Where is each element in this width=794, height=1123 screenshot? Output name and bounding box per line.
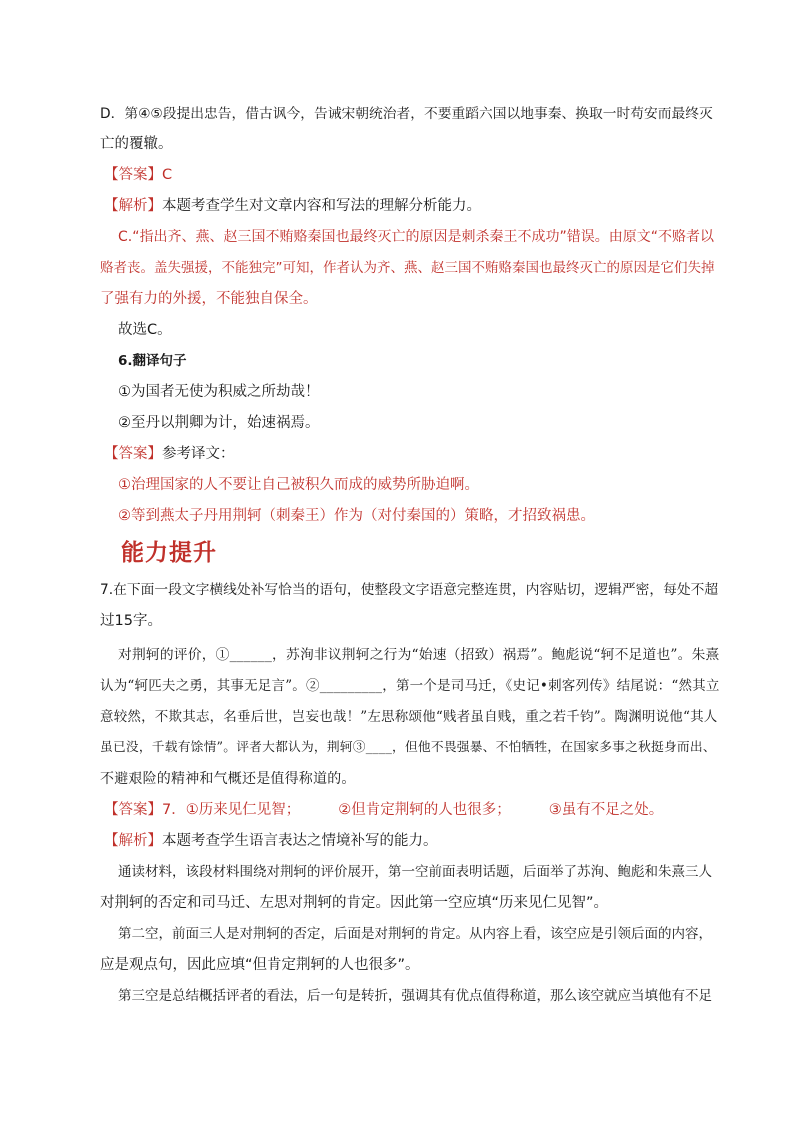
- answer-text: 参考译文：: [162, 446, 235, 462]
- answer-line-7: [104, 800, 663, 820]
- para1-line1: 通读材料，该段材料围绕对荆轲的评价展开，第一空前面表明话题，后面举了苏洵、鲍彪和朱熹三人: [118, 864, 712, 880]
- translation1: ①治理国家的人不要让自己被积久而成的威势所胁迫啊。: [118, 477, 479, 493]
- answer-1: ①历来见仁见智；: [185, 802, 301, 818]
- section6-title: 6.翻译句子: [118, 353, 187, 369]
- answer-prefix: 7．: [162, 802, 186, 818]
- answer-3: ③虽有不足之处。: [548, 802, 664, 818]
- sentence2: ②至丹以荆卿为计，始速祸焉。: [118, 415, 320, 431]
- section-heading: 能力提升: [121, 539, 217, 566]
- answer-tag: 【答案】: [104, 446, 162, 462]
- answer-line-6: [104, 444, 235, 464]
- answer-tag: 【答案】: [104, 167, 162, 183]
- passage-line1: 对荆轲的评价，①______，苏洵非议荆轲之行为“始速（招致）祸焉”。鲍彪说“轲不足道也”。朱熹: [118, 647, 720, 663]
- para2-line1: 第二空，前面三人是对荆轲的否定，后面是对荆轲的肯定。从内容上看，该空应是引领后面的内容，: [118, 926, 712, 942]
- passage-line4: 虽已没，千载有馀情”。评者大都认为，荆轲③____，但他不畏强暴、不怕牺牲，在国家多事之秋挺身而出、: [100, 740, 716, 755]
- analysis-text: 本题考查学生语言表达之情境补写的能力。: [162, 833, 438, 849]
- passage-line5: 不避艰险的精神和气概还是值得称道的。: [100, 771, 356, 787]
- question7-line1: 7.在下面一段文字横线处补写恰当的语句，使整段文字语意完整连贯，内容贴切，逻辑严密，每处不超: [100, 582, 719, 598]
- analysis-tag: 【解析】: [104, 833, 162, 849]
- answer-tag: 【答案】: [104, 802, 162, 818]
- option-d-line1: D．第④⑤段提出忠告，借古讽今，告诫宋朝统治者，不要重蹈六国以地事秦、换取一时苟安而最终灭: [100, 106, 713, 122]
- analysis-text: 本题考查学生对文章内容和写法的理解分析能力。: [162, 198, 481, 214]
- answer-value: C: [162, 167, 173, 183]
- question7-line2: 过15字。: [100, 613, 162, 629]
- sentence1: ①为国者无使为积威之所劫哉！: [118, 384, 320, 400]
- explain-line2: 赂者丧。盖失强援，不能独完”可知，作者认为齐、燕、赵三国不贿赂秦国也最终灭亡的原因是它们失掉: [100, 260, 715, 276]
- analysis-line-5: [104, 196, 481, 216]
- explain-line1: C.“指出齐、燕、赵三国不贿赂秦国也最终灭亡的原因是刺杀秦王不成功”错误。由原文“不赂者以: [118, 229, 714, 245]
- answer-2: ②但肯定荆轲的人也很多；: [338, 802, 511, 818]
- option-d-line2: 亡的覆辙。: [100, 136, 173, 152]
- para2-line2: 应是观点句，因此应填“但肯定荆轲的人也很多”。: [100, 957, 420, 973]
- passage-line3: 意较然，不欺其志，名垂后世，岂妄也哉！”左思称颂他“贱者虽自贱，重之若千钧”。陶渊明说他“其人: [100, 709, 718, 725]
- para3-line1: 第三空是总结概括评者的看法，后一句是转折，强调其有优点值得称道，那么该空就应当填他有不足: [118, 988, 712, 1004]
- conclusion: 故选C。: [118, 322, 172, 338]
- explain-line3: 了强有力的外援，不能独自保全。: [100, 291, 318, 307]
- analysis-line-7: [104, 831, 438, 851]
- para1-line2: 对荆轲的否定和司马迁、左思对荆轲的肯定。因此第一空应填“历来见仁见智”。: [100, 895, 609, 911]
- translation2: ②等到燕太子丹用荆轲（刺秦王）作为（对付秦国的）策略，才招致祸患。: [118, 508, 595, 524]
- analysis-tag: 【解析】: [104, 198, 162, 214]
- passage-line2: 认为“轲匹夫之勇，其事无足言”。②_________，第一个是司马迁，《史记•刺客列传》结尾说：“然其立: [100, 678, 720, 694]
- answer-line-5: [104, 165, 172, 185]
